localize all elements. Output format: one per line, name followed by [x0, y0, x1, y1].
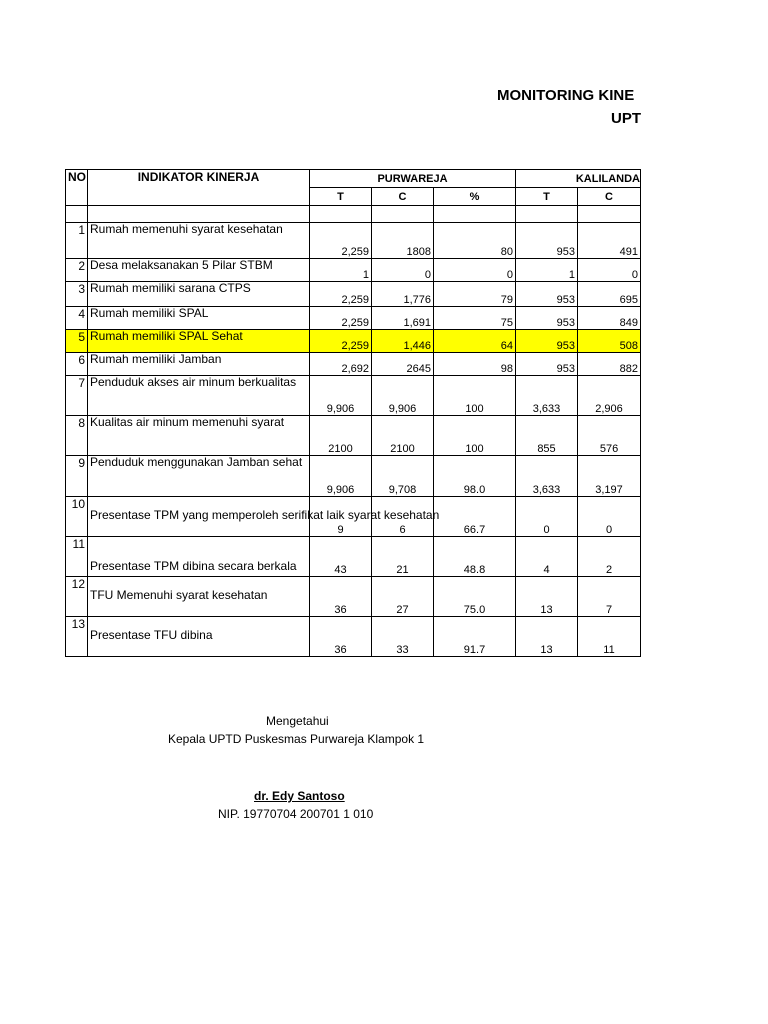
row-indicator: Presentase TPM dibina secara berkala — [88, 537, 310, 577]
purwareja-t-value: 2,259 — [310, 282, 372, 307]
purwareja-pct-value: 98.0 — [434, 456, 516, 497]
purwareja-c-value: 0 — [372, 259, 434, 282]
document-subtitle: UPT — [611, 110, 641, 127]
header-indikator: INDIKATOR KINERJA — [88, 170, 310, 206]
purwareja-t-value: 1 — [310, 259, 372, 282]
signatory-nip: NIP. 19770704 200701 1 010 — [218, 807, 374, 821]
purwareja-pct-value: 75.0 — [434, 577, 516, 617]
purwareja-c-value: 21 — [372, 537, 434, 577]
row-no: 12 — [66, 577, 88, 617]
purwareja-pct-value: 98 — [434, 353, 516, 376]
purwareja-c-value: 2100 — [372, 416, 434, 456]
kalilanda-c-value: 849 — [578, 307, 641, 330]
table-row-highlighted — [66, 330, 641, 353]
table-row — [66, 497, 641, 537]
kalilanda-c-value: 508 — [578, 330, 641, 353]
purwareja-t-value: 2,259 — [310, 307, 372, 330]
signatory-position: Kepala UPTD Puskesmas Purwareja Klampok 1 — [168, 732, 425, 746]
table-row — [66, 259, 641, 282]
document-title: MONITORING KINE — [497, 87, 635, 104]
table-row — [66, 577, 641, 617]
purwareja-c-value: 2645 — [372, 353, 434, 376]
kalilanda-c-value: 2,906 — [578, 376, 641, 416]
header-no: NO — [66, 170, 88, 206]
kalilanda-c-value: 882 — [578, 353, 641, 376]
row-indicator: Kualitas air minum memenuhi syarat — [88, 416, 310, 456]
row-indicator: Rumah memiliki SPAL Sehat — [88, 330, 310, 353]
row-no: 1 — [66, 223, 88, 259]
row-no: 10 — [66, 497, 88, 537]
kalilanda-c-value: 491 — [578, 223, 641, 259]
blank-row — [66, 206, 641, 223]
row-indicator: Penduduk akses air minum berkualitas — [88, 376, 310, 416]
table-row — [66, 537, 641, 577]
row-indicator: Presentase TPM yang memperoleh serifikat laik syarat kesehatan — [88, 497, 310, 537]
purwareja-c-value: 33 — [372, 617, 434, 657]
kalilanda-t-value: 953 — [516, 282, 578, 307]
kalilanda-c-value: 0 — [578, 259, 641, 282]
purwareja-pct-value: 66.7 — [434, 497, 516, 537]
row-no: 3 — [66, 282, 88, 307]
kalilanda-t-value: 953 — [516, 223, 578, 259]
kalilanda-t-value: 3,633 — [516, 456, 578, 497]
purwareja-c-value: 1,691 — [372, 307, 434, 330]
row-indicator: Rumah memenuhi syarat kesehatan — [88, 223, 310, 259]
table-row — [66, 617, 641, 657]
purwareja-pct-value: 100 — [434, 376, 516, 416]
kalilanda-t-value: 4 — [516, 537, 578, 577]
header-purwareja: PURWAREJA — [310, 170, 516, 188]
row-indicator: Rumah memiliki Jamban — [88, 353, 310, 376]
row-no: 7 — [66, 376, 88, 416]
purwareja-pct-value: 91.7 — [434, 617, 516, 657]
purwareja-t-value: 36 — [310, 577, 372, 617]
purwareja-pct-value: 100 — [434, 416, 516, 456]
kalilanda-c-value: 695 — [578, 282, 641, 307]
header-kalilanda-t: T — [516, 188, 578, 206]
row-no: 6 — [66, 353, 88, 376]
row-no: 8 — [66, 416, 88, 456]
header-purwareja-c: C — [372, 188, 434, 206]
table-row — [66, 282, 641, 307]
purwareja-pct-value: 75 — [434, 307, 516, 330]
purwareja-c-value: 1808 — [372, 223, 434, 259]
purwareja-pct-value: 0 — [434, 259, 516, 282]
kalilanda-t-value: 3,633 — [516, 376, 578, 416]
row-no: 9 — [66, 456, 88, 497]
row-no: 13 — [66, 617, 88, 657]
table-row — [66, 223, 641, 259]
purwareja-c-value: 27 — [372, 577, 434, 617]
table-row — [66, 353, 641, 376]
purwareja-pct-value: 48.8 — [434, 537, 516, 577]
header-purwareja-pct: % — [434, 188, 516, 206]
purwareja-t-value: 2,259 — [310, 223, 372, 259]
monitoring-table — [65, 169, 641, 657]
kalilanda-t-value: 953 — [516, 307, 578, 330]
kalilanda-t-value: 13 — [516, 577, 578, 617]
kalilanda-c-value: 2 — [578, 537, 641, 577]
purwareja-t-value: 2,692 — [310, 353, 372, 376]
row-indicator: Rumah memiliki SPAL — [88, 307, 310, 330]
header-kalilanda: KALILANDA — [516, 170, 641, 188]
kalilanda-t-value: 1 — [516, 259, 578, 282]
row-indicator: Penduduk menggunakan Jamban sehat — [88, 456, 310, 497]
row-no: 11 — [66, 537, 88, 577]
purwareja-pct-value: 80 — [434, 223, 516, 259]
kalilanda-t-value: 13 — [516, 617, 578, 657]
purwareja-t-value: 43 — [310, 537, 372, 577]
kalilanda-t-value: 0 — [516, 497, 578, 537]
kalilanda-c-value: 3,197 — [578, 456, 641, 497]
kalilanda-t-value: 953 — [516, 353, 578, 376]
kalilanda-c-value: 576 — [578, 416, 641, 456]
row-indicator: Rumah memiliki sarana CTPS — [88, 282, 310, 307]
row-no: 2 — [66, 259, 88, 282]
row-indicator: Presentase TFU dibina — [88, 617, 310, 657]
table-row — [66, 416, 641, 456]
purwareja-t-value: 2,259 — [310, 330, 372, 353]
row-no: 5 — [66, 330, 88, 353]
purwareja-t-value: 36 — [310, 617, 372, 657]
header-purwareja-t: T — [310, 188, 372, 206]
kalilanda-c-value: 11 — [578, 617, 641, 657]
kalilanda-t-value: 855 — [516, 416, 578, 456]
row-indicator: Desa melaksanakan 5 Pilar STBM — [88, 259, 310, 282]
table-row — [66, 307, 641, 330]
table-row — [66, 376, 641, 416]
row-indicator: TFU Memenuhi syarat kesehatan — [88, 577, 310, 617]
purwareja-t-value: 9,906 — [310, 376, 372, 416]
row-no: 4 — [66, 307, 88, 330]
kalilanda-c-value: 0 — [578, 497, 641, 537]
purwareja-t-value: 9,906 — [310, 456, 372, 497]
purwareja-pct-value: 79 — [434, 282, 516, 307]
purwareja-c-value: 6 — [372, 497, 434, 537]
purwareja-c-value: 9,906 — [372, 376, 434, 416]
kalilanda-t-value: 953 — [516, 330, 578, 353]
kalilanda-c-value: 7 — [578, 577, 641, 617]
purwareja-c-value: 9,708 — [372, 456, 434, 497]
signatory-name: dr. Edy Santoso — [254, 789, 345, 803]
purwareja-pct-value: 64 — [434, 330, 516, 353]
purwareja-c-value: 1,446 — [372, 330, 434, 353]
table-row — [66, 456, 641, 497]
purwareja-t-value: 2100 — [310, 416, 372, 456]
acknowledgement-label: Mengetahui — [266, 714, 329, 728]
purwareja-t-value: 9 — [310, 497, 372, 537]
header-kalilanda-c: C — [578, 188, 641, 206]
purwareja-c-value: 1,776 — [372, 282, 434, 307]
